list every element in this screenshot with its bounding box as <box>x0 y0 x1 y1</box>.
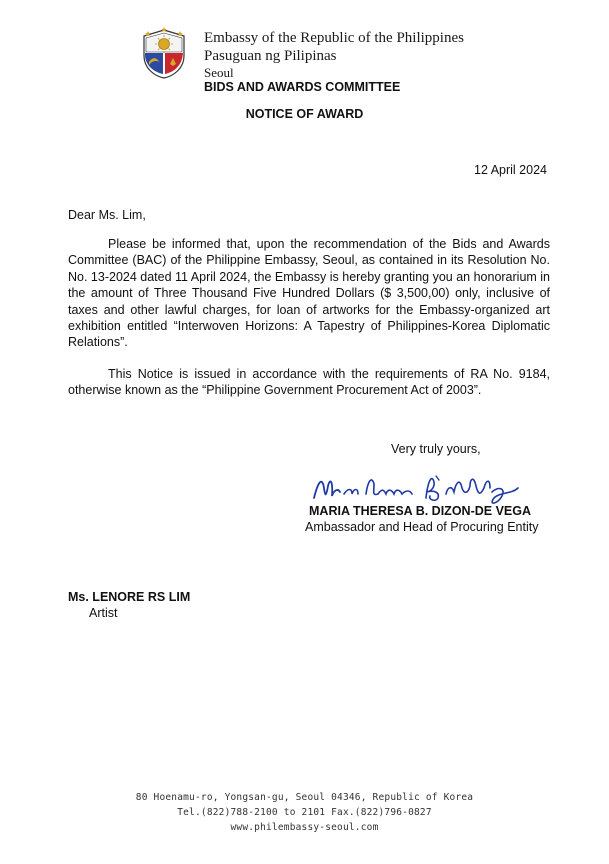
body-paragraph-award: Please be informed that, upon the recommendation of the Bids and Awards Committee (BAC) of the Philippine Embassy, Seoul, as contained in its Resolution No. No. 13-2024 dated 11 April 2024, the Embassy is hereby granting you an honorarium in the amount of Three Thousand Five Hundred Dollars ($ 3,500,00) only, inclusive of taxes and other lawful charges, for loan of artworks for the Embassy-organized art exhibition entitled “Interwoven Horizons: A Tapestry of Philippines-Korea Diplomatic Relations”. <box>68 237 551 350</box>
letterhead-filipino-name: Pasuguan ng Pilipinas <box>204 48 337 64</box>
notice-title: NOTICE OF AWARD <box>245 107 364 121</box>
recipient-role: Artist <box>89 606 118 620</box>
salutation: Dear Ms. Lim, <box>68 208 146 222</box>
body-paragraph-legal-basis: This Notice is issued in accordance with the requirements of RA No. 9184, otherwise known as the “Philippine Government Procurement Act of 2003”. <box>68 367 550 398</box>
handwritten-signature <box>308 468 522 508</box>
recipient-name: Ms. LENORE RS LIM <box>68 590 191 604</box>
letterhead-embassy-name: Embassy of the Republic of the Philippines <box>204 30 464 46</box>
complimentary-closing: Very truly yours, <box>391 442 481 456</box>
letterhead-city: Seoul <box>204 65 234 80</box>
footer-phone-fax: Tel.(822)788-2100 to 2101 Fax.(822)796-0827 <box>177 807 432 818</box>
philippine-seal-icon <box>140 26 188 80</box>
footer-address: 80 Hoenamu-ro, Yongsan-gu, Seoul 04346, Republic of Korea <box>135 792 474 803</box>
letter-date: 12 April 2024 <box>474 163 547 177</box>
signer-name: MARIA THERESA B. DIZON-DE VEGA <box>309 504 531 518</box>
footer-website: www.philembassy-seoul.com <box>230 822 379 833</box>
signer-title: Ambassador and Head of Procuring Entity <box>305 520 539 534</box>
committee-heading: BIDS AND AWARDS COMMITTEE <box>204 80 401 94</box>
